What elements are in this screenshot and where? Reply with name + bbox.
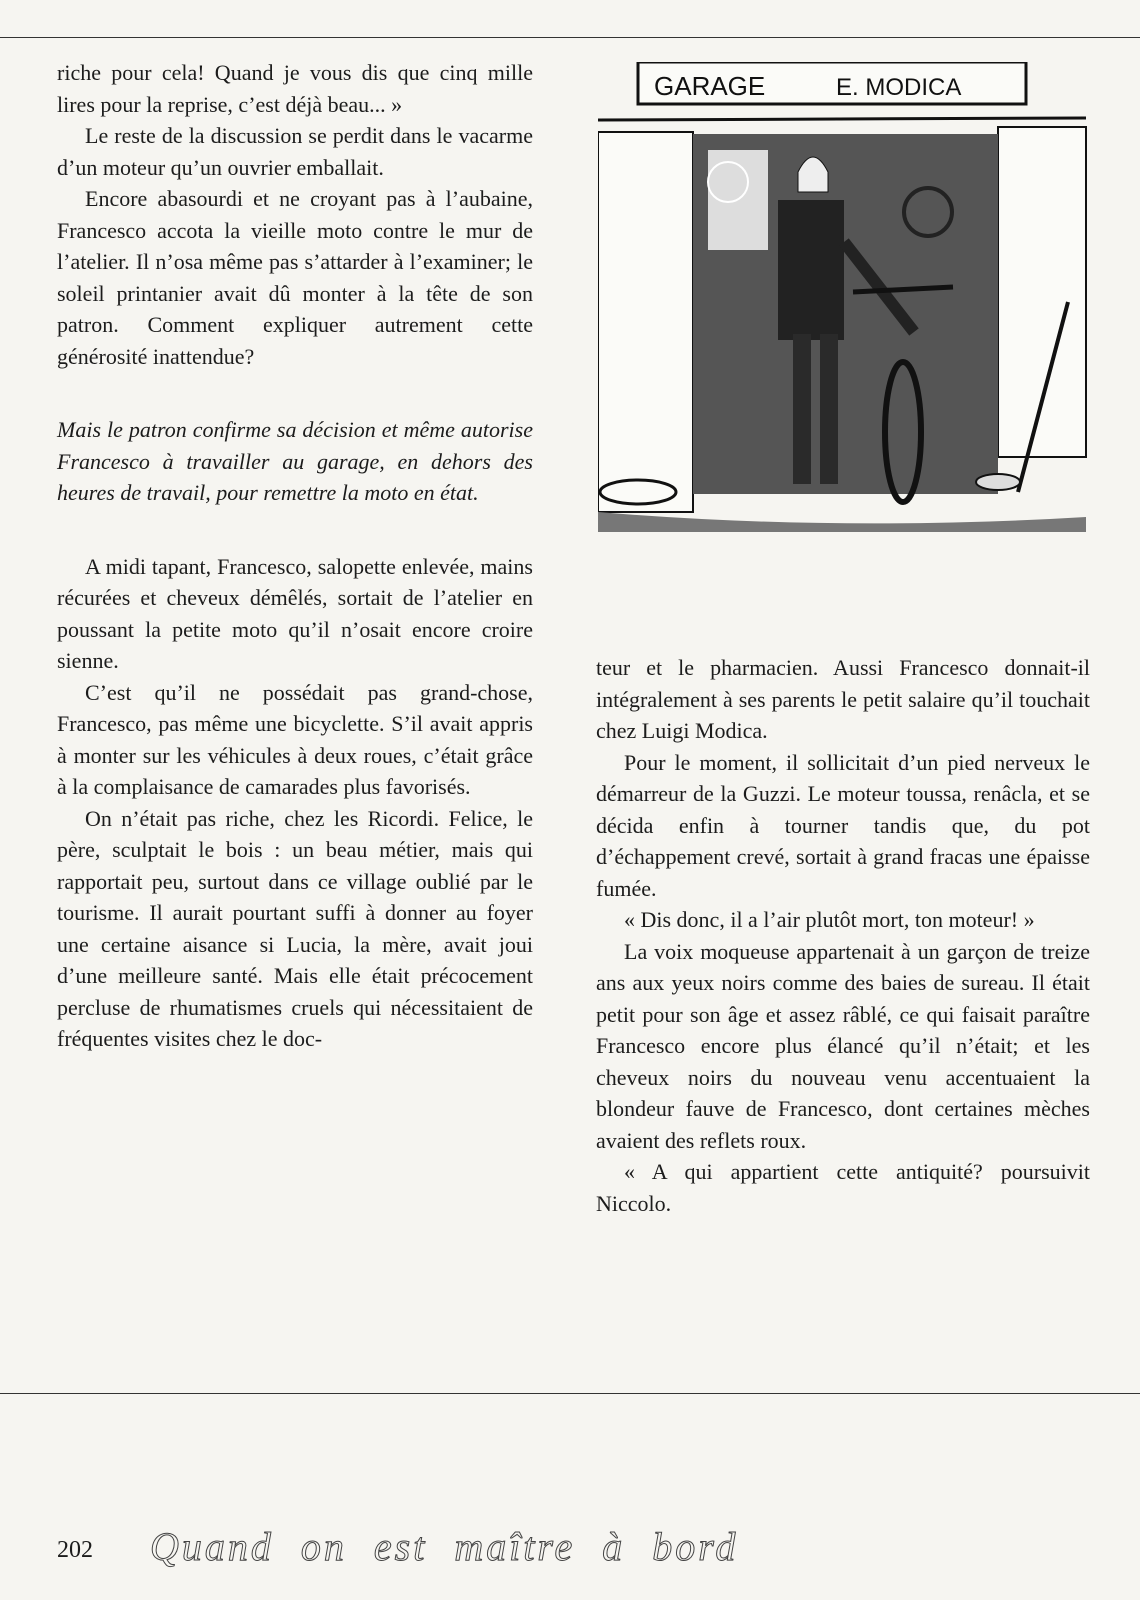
right-column bbox=[596, 652, 1090, 1219]
chapter-summary: Mais le patron confirme sa décision et même autorise Francesco à travailler au garage, en dehors des heures de travail, pour remettre la moto en état. bbox=[57, 417, 533, 505]
paragraph: La voix moqueuse appartenait à un garçon de treize ans aux yeux noirs comme des baies de sureau. Il était petit pour son âge et assez râblé, ce qui faisait paraître Francesco encore plus élancé qu’il n’était; et les cheveux noirs du nouveau venu accentuaient la blondeur fauve de Francesco, dont certaines mèches avaient des reflets roux. bbox=[596, 938, 1090, 1153]
page-number: 202 bbox=[57, 1537, 93, 1563]
garage-illustration bbox=[598, 62, 1106, 570]
running-title: Quand on est maître à bord bbox=[150, 1524, 739, 1569]
paragraph: « Dis donc, il a l’air plutôt mort, ton moteur! » bbox=[624, 907, 1035, 932]
paragraph: Le reste de la discussion se perdit dans le vacarme d’un moteur qu’un ouvrier emballait. bbox=[57, 123, 533, 180]
paragraph: On n’était pas riche, chez les Ricordi. Felice, le père, sculptait le bois : un beau métier, mais qui rapportait peu, surtout dans ce village oublié par le tourisme. Il aurait pourtant suffi à donner au foyer une certaine aisance si Lucia, la mère, avait joui d’une meilleure santé. Mais elle était précocement percluse de rhumatismes cruels qui nécessitaient de fréquentes visites chez le doc- bbox=[57, 805, 533, 1051]
garage-sign-left: GARAGE bbox=[654, 71, 766, 101]
paragraph: « A qui appartient cette antiquité? poursuivit Niccolo. bbox=[596, 1159, 1090, 1216]
paragraph: riche pour cela! Quand je vous dis que cinq mille lires pour la reprise, c’est déjà beau... » bbox=[57, 60, 533, 117]
paragraph: teur et le pharmacien. Aussi Francesco donnait-il intégralement à ses parents le petit salaire qu’il touchait chez Luigi Modica. bbox=[596, 655, 1090, 743]
paragraph: A midi tapant, Francesco, salopette enlevée, mains récurées et cheveux démêlés, sortait de l’atelier en poussant la petite moto qu’il n’osait encore croire sienne. bbox=[57, 553, 533, 673]
paragraph: Pour le moment, il sollicitait d’un pied nerveux le démarreur de la Guzzi. Le moteur toussa, renâcla, et se décida enfin à tourner tandis que, du pot d’échappement crevé, sortait à grand fracas une épaisse fumée. bbox=[596, 749, 1090, 901]
garage-sign-right: E. MODICA bbox=[836, 74, 962, 101]
paragraph: Encore abasourdi et ne croyant pas à l’aubaine, Francesco accota la vieille moto contre le mur de l’atelier. Il n’osa même pas s’attarder à l’examiner; le soleil printanier avait dû monter à la tête de son patron. Comment expliquer autrement cette générosité inattendue? bbox=[57, 186, 533, 369]
bottom-rule bbox=[0, 1393, 1140, 1394]
left-column bbox=[57, 57, 533, 1055]
paragraph: C’est qu’il ne possédait pas grand-chose, Francesco, pas même une bicyclette. S’il avait appris à monter sur les véhicules à deux roues, c’était grâce à la complaisance de camarades plus favorisés. bbox=[57, 679, 533, 799]
top-rule bbox=[0, 37, 1140, 38]
